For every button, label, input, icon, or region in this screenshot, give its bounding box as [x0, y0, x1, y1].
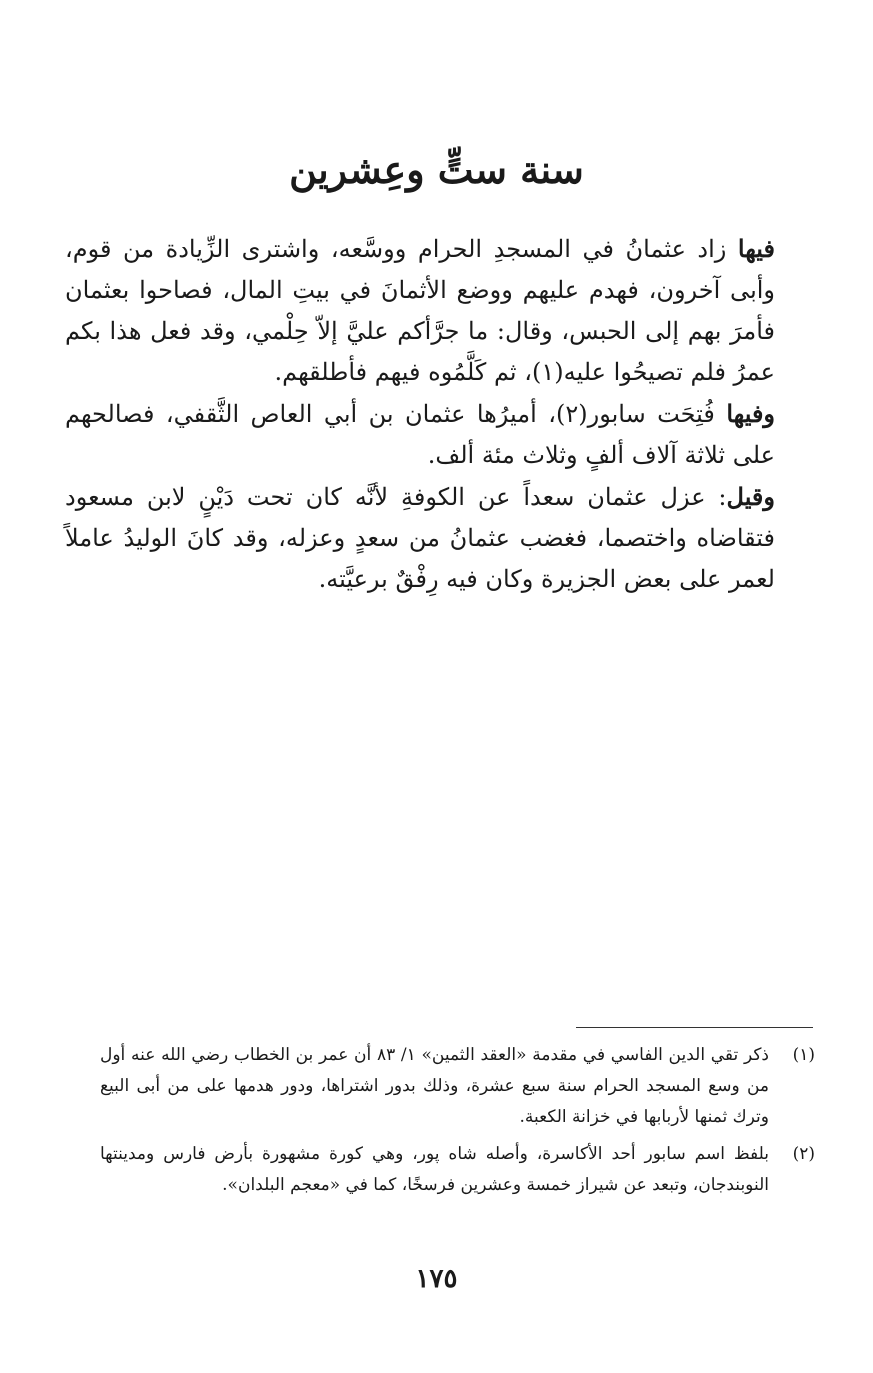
- paragraph-text: زاد عثمانُ في المسجدِ الحرام ووسَّعه، واشترى الزِّيادة من قوم، وأبى آخرون، فهدم عليهم ووضع الأثمانَ في بيتِ المال، فصاحوا بعثمان فأمرَ بهم إلى الحبس، وقال: ما جرَّأكم عليَّ إلاّ حِلْمي، وقد فعل هذا بكم عمرُ فلم تصيحُوا عليه(١)، ثم كَلَّمُوه فيهم فأطلقهم.: [65, 235, 776, 386]
- footnote-number: (١): [792, 1045, 815, 1065]
- paragraph-text: : عزل عثمان سعداً عن الكوفةِ لأنَّه كان تحت دَيْنٍ لابن مسعود فتقاضاه واختصما، فغضب عثمانُ من سعدٍ وعزله، وقد كانَ الوليدُ عاملاً لعمر على بعض الجزيرة وكان فيه رِفْقٌ برعيَّته.: [65, 483, 775, 593]
- paragraph: [65, 476, 775, 600]
- footnote: [100, 1040, 815, 1133]
- footnotes: [100, 1040, 815, 1207]
- footnote: [100, 1139, 815, 1201]
- paragraph: [65, 393, 775, 476]
- page-number: ١٧٥: [415, 1264, 458, 1294]
- footnote-divider: [576, 1027, 813, 1028]
- paragraph: [65, 228, 775, 393]
- paragraph-text: فُتِحَت سابور(٢)، أميرُها عثمان بن أبي العاص الثَّقفي، فصالحهم على ثلاثة آلاف ألفٍ وثلاث مئة ألف.: [65, 400, 775, 469]
- footnote-text: ذكر تقي الدين الفاسي في مقدمة «العقد الثمين» ١/ ٨٣ أن عمر بن الخطاب رضي الله عنه أول من وسع المسجد الحرام سنة سبع عشرة، وذلك بدور اشتراها، ودور هدمها على من أبى البيع وترك ثمنها لأربابها في خزانة الكعبة.: [100, 1045, 769, 1127]
- page-title: سنة ستٍّ وعِشرين: [289, 147, 584, 192]
- paragraph-lead: فيها: [737, 234, 775, 263]
- main-text: [65, 228, 775, 600]
- footnote-number: (٢): [792, 1144, 815, 1164]
- paragraph-lead: وقيل: [726, 482, 775, 511]
- paragraph-lead: وفيها: [726, 399, 776, 428]
- footnote-text: بلفظ اسم سابور أحد الأكاسرة، وأصله شاه پور، وهي كورة مشهورة بأرض فارس ومدينتها النوبندجان، وتبعد عن شيراز خمسة وعشرين فرسخًا، كما في «معجم البلدان».: [100, 1144, 769, 1195]
